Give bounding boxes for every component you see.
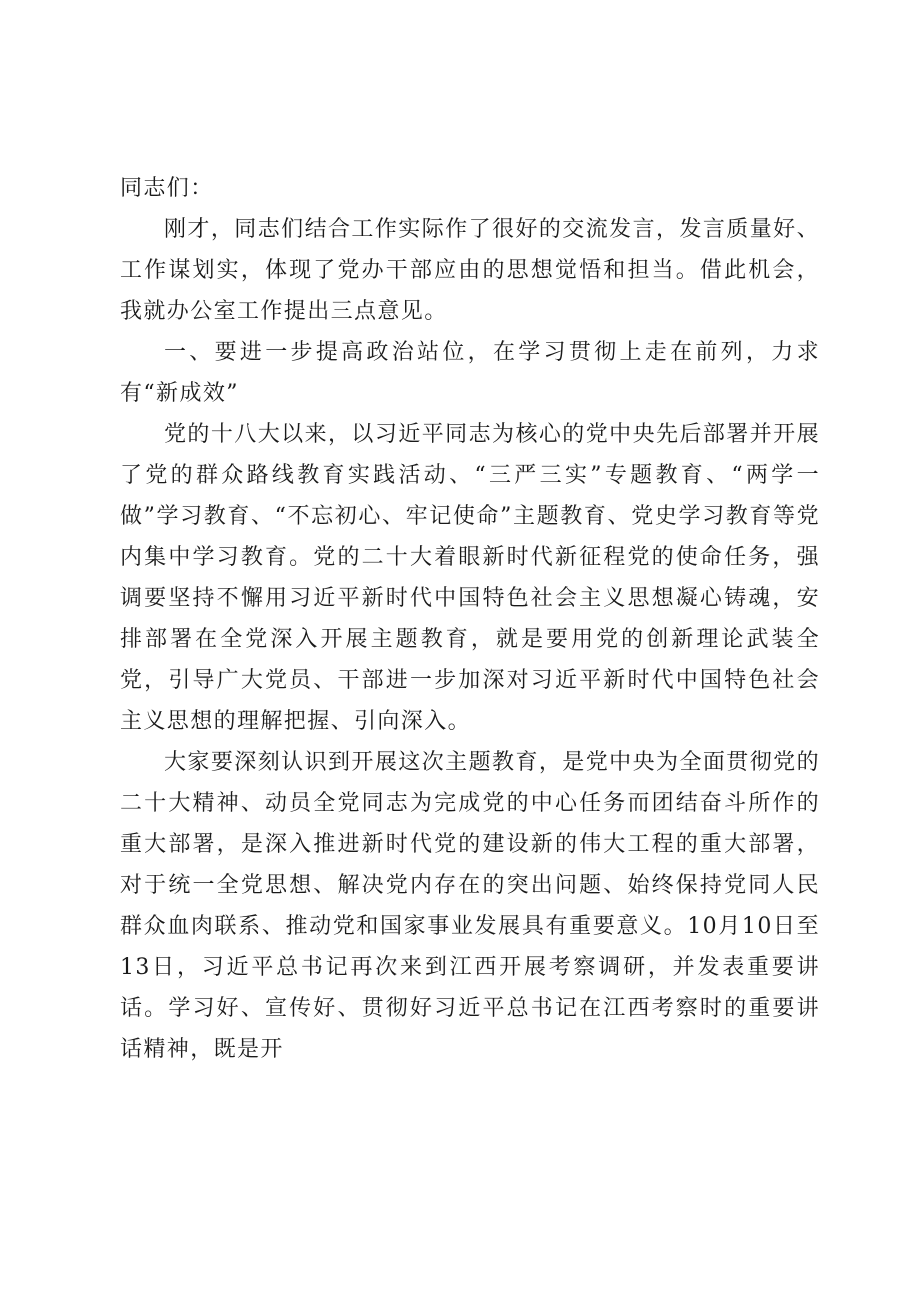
paragraph-significance: 大家要深刻认识到开展这次主题教育，是党中央为全面贯彻党的二十大精神、动员全党同志为完成党的中心任务而团结奋斗所作的重大部署，是深入推进新时代党的建设新的伟大工程的重大部署，对于统一全党思想、解决党内存在的突出问题、始终保持党同人民群众血肉联系、推动党和国家事业发展具有重要意义。10月10日至13日，习近平总书记再次来到江西开展考察调研，并发表重要讲话。学习好、宣传好、贯彻好习近平总书记在江西考察时的重要讲话精神，既是开 xyxy=(120,750,820,1062)
salutation: 同志们： xyxy=(120,176,214,201)
section-heading-1: 一、要进一步提高政治站位，在学习贯彻上走在前列，力求有“新成效” xyxy=(120,340,820,406)
paragraph-intro: 刚才，同志们结合工作实际作了很好的交流发言，发言质量好、工作谋划实，体现了党办干部应由的思想觉悟和担当。借此机会，我就办公室工作提出三点意见。 xyxy=(120,217,820,324)
document-body xyxy=(120,168,820,1070)
paragraph-background: 党的十八大以来，以习近平同志为核心的党中央先后部署并开展了党的群众路线教育实践活动、“三严三实”专题教育、“两学一做”学习教育、“不忘初心、牢记使命”主题教育、党史学习教育等党内集中学习教育。党的二十大着眼新时代新征程党的使命任务，强调要坚持不懈用习近平新时代中国特色社会主义思想凝心铸魂，安排部署在全党深入开展主题教育，就是要用党的创新理论武装全党，引导广大党员、干部进一步加深对习近平新时代中国特色社会主义思想的理解把握、引向深入。 xyxy=(120,422,820,734)
